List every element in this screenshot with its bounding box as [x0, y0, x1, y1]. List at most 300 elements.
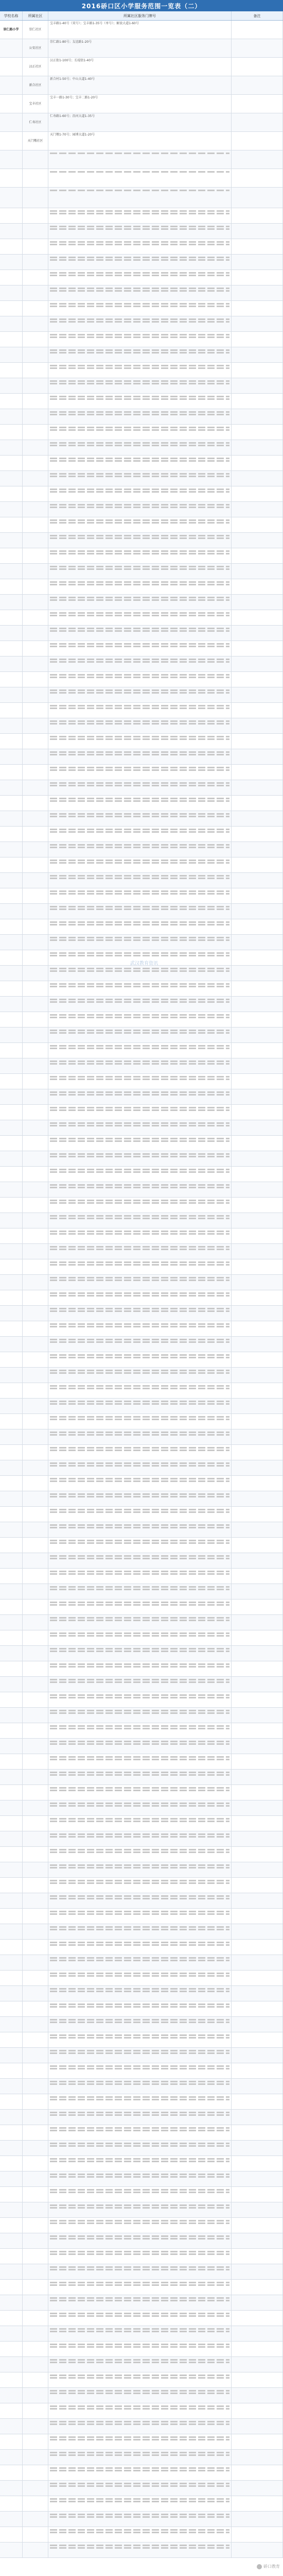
community-cell	[23, 2434, 48, 2449]
note-cell	[232, 1476, 283, 1491]
scope-cell	[48, 2450, 232, 2465]
note-cell	[232, 1909, 283, 1924]
school-cell	[0, 2125, 23, 2140]
scope-placeholder-line	[50, 2375, 229, 2376]
note-cell	[232, 595, 283, 610]
scope-placeholder-line	[50, 275, 229, 276]
scope-placeholder-line	[50, 1401, 229, 1402]
scope-placeholder-line	[50, 2439, 229, 2440]
scope-placeholder-line	[50, 2223, 229, 2224]
note-cell	[232, 255, 283, 270]
table-row-filler	[0, 208, 283, 224]
table-row-filler	[0, 1337, 283, 1352]
note-cell	[232, 2032, 283, 2047]
scope-cell	[48, 1723, 232, 1738]
table-row-filler	[0, 1677, 283, 1692]
scope-placeholder-line	[50, 2423, 229, 2425]
scope-placeholder-line	[50, 380, 229, 382]
community-cell	[23, 188, 48, 208]
scope-cell	[48, 2388, 232, 2403]
table-row-filler	[0, 363, 283, 378]
table-row-filler	[0, 1228, 283, 1244]
community-cell	[23, 533, 48, 548]
scope-placeholder-line	[50, 1107, 229, 1108]
school-cell	[0, 1708, 23, 1723]
community-cell	[23, 1522, 48, 1537]
scope-placeholder-line	[50, 2529, 229, 2531]
scope-placeholder-line	[50, 210, 229, 212]
scope-cell	[48, 2326, 232, 2341]
scope-placeholder-line	[50, 1774, 229, 1776]
note-cell	[232, 2465, 283, 2480]
scope-cell	[48, 316, 232, 331]
community-cell	[23, 1460, 48, 1475]
school-cell	[0, 2141, 23, 2156]
school-cell	[0, 2357, 23, 2372]
scope-placeholder-line	[50, 1694, 229, 1696]
scope-placeholder-line	[50, 643, 229, 645]
community-cell	[23, 409, 48, 424]
note-cell	[232, 502, 283, 517]
table-row-filler	[0, 672, 283, 687]
note-cell	[232, 765, 283, 780]
note-cell	[232, 39, 283, 57]
scope-cell	[48, 1924, 232, 1939]
scope-placeholder-line	[50, 1432, 229, 1433]
table-row-filler	[0, 595, 283, 610]
school-cell	[0, 842, 23, 857]
note-cell	[232, 842, 283, 857]
scope-placeholder-line	[50, 2050, 229, 2051]
scope-placeholder-line	[50, 2498, 229, 2500]
scope-cell	[48, 687, 232, 702]
scope-cell	[48, 1847, 232, 1862]
table-row	[0, 21, 283, 39]
school-cell	[0, 1460, 23, 1475]
community-cell	[23, 718, 48, 733]
table-row-filler	[0, 1368, 283, 1383]
community-cell	[23, 2048, 48, 2063]
scope-cell	[48, 2543, 232, 2557]
table-row-filler	[0, 1816, 283, 1831]
scope-placeholder-line	[50, 1109, 229, 1111]
community-cell	[23, 2094, 48, 2109]
scope-placeholder-line	[50, 1184, 229, 1186]
scope-placeholder-line	[50, 983, 229, 985]
community-cell	[23, 2001, 48, 2016]
community-cell	[23, 1630, 48, 1645]
scope-cell	[48, 2264, 232, 2279]
school-cell	[0, 857, 23, 872]
note-cell	[232, 2512, 283, 2527]
community-cell	[23, 981, 48, 996]
scope-cell	[48, 2094, 232, 2109]
wechat-icon	[257, 2564, 262, 2569]
school-cell	[0, 2063, 23, 2078]
table-header	[0, 11, 283, 21]
school-cell	[0, 2079, 23, 2094]
scope-placeholder-line	[50, 875, 229, 877]
table-row-filler	[0, 1507, 283, 1522]
scope-placeholder-line	[50, 1602, 229, 1603]
note-cell	[232, 21, 283, 39]
school-cell	[0, 2481, 23, 2496]
school-cell	[0, 2171, 23, 2186]
scope-cell	[48, 2512, 232, 2527]
community-cell	[23, 2079, 48, 2094]
note-cell	[232, 1460, 283, 1475]
scope-placeholder-line	[50, 1079, 229, 1080]
note-cell	[232, 904, 283, 919]
scope-placeholder-line	[50, 2204, 229, 2206]
note-cell	[232, 1924, 283, 1939]
scope-cell	[48, 1105, 232, 1120]
scope-placeholder-line	[50, 1527, 229, 1528]
note-cell	[232, 1754, 283, 1769]
scope-cell	[48, 2032, 232, 2047]
scope-placeholder-line	[50, 1805, 229, 1807]
table-row-filler	[0, 1445, 283, 1460]
scope-placeholder-line	[50, 2269, 229, 2270]
note-cell	[232, 1630, 283, 1645]
scope-placeholder-line	[50, 1651, 229, 1652]
table-row-filler	[0, 842, 283, 857]
scope-placeholder-line	[50, 615, 229, 616]
note-cell	[232, 873, 283, 888]
scope-placeholder-line	[50, 365, 229, 366]
note-cell	[232, 1306, 283, 1321]
note-cell	[232, 58, 283, 76]
scope-cell	[48, 1228, 232, 1243]
community-cell	[23, 1167, 48, 1182]
scope-placeholder-line	[50, 537, 229, 539]
scope-cell	[48, 1028, 232, 1042]
community-cell	[23, 842, 48, 857]
scope-placeholder-line	[50, 1743, 229, 1745]
table-row	[0, 95, 283, 113]
scope-cell	[48, 2280, 232, 2295]
scope-cell	[48, 765, 232, 780]
scope-placeholder-line	[50, 519, 229, 521]
table-row-filler	[0, 1058, 283, 1074]
community-cell	[23, 471, 48, 486]
scope-placeholder-line	[50, 1787, 229, 1789]
scope-cell	[48, 1213, 232, 1228]
scope-placeholder-line	[50, 1076, 229, 1077]
note-cell	[232, 1012, 283, 1027]
scope-placeholder-line	[50, 2114, 229, 2116]
scope-cell	[48, 2156, 232, 2171]
scope-placeholder-line	[50, 968, 229, 969]
school-cell	[0, 1414, 23, 1429]
community-cell	[23, 1028, 48, 1042]
community-cell	[23, 997, 48, 1012]
table-row-filler	[0, 1167, 283, 1182]
scope-placeholder-line	[50, 1462, 229, 1464]
scope-cell	[48, 2001, 232, 2016]
note-cell	[232, 1213, 283, 1228]
school-cell	[0, 1337, 23, 1352]
note-cell	[232, 1723, 283, 1738]
community-cell	[23, 1538, 48, 1553]
scope-placeholder-line	[50, 692, 229, 694]
scope-cell	[48, 363, 232, 378]
table-row-filler	[0, 641, 283, 656]
scope-placeholder-line	[50, 2052, 229, 2054]
school-cell	[0, 2249, 23, 2264]
scope-placeholder-line	[50, 445, 229, 446]
scope-placeholder-line	[50, 2516, 229, 2518]
school-cell	[0, 58, 23, 76]
table-row-filler	[0, 1971, 283, 1986]
table-row-filler	[0, 981, 283, 997]
scope-placeholder-line	[50, 1292, 229, 1294]
school-cell	[0, 1661, 23, 1676]
scope-placeholder-line	[50, 2145, 229, 2147]
community-cell	[23, 656, 48, 671]
table-row	[0, 113, 283, 132]
note-cell	[232, 1770, 283, 1784]
scope-placeholder-line	[50, 1851, 229, 1853]
scope-cell	[48, 641, 232, 656]
scope-cell	[48, 1507, 232, 1522]
scope-placeholder-line	[50, 1728, 229, 1729]
scope-cell	[48, 1043, 232, 1058]
community-cell	[23, 1584, 48, 1599]
scope-placeholder-line	[50, 862, 229, 864]
school-cell	[0, 1847, 23, 1862]
scope-placeholder-line	[50, 2362, 229, 2363]
scope-placeholder-line	[50, 1911, 229, 1912]
table-row-filler	[0, 2218, 283, 2233]
note-cell	[232, 1244, 283, 1259]
scope-placeholder-line	[50, 1586, 229, 1588]
note-cell	[232, 2496, 283, 2511]
table-row-filler	[0, 2326, 283, 2342]
scope-cell	[48, 1352, 232, 1367]
note-cell	[232, 2218, 283, 2233]
school-cell	[0, 1538, 23, 1553]
note-cell	[232, 1971, 283, 1985]
school-cell	[0, 1770, 23, 1784]
scope-placeholder-line	[50, 720, 229, 722]
scope-placeholder-line	[50, 1218, 229, 1219]
scope-placeholder-line	[50, 1478, 229, 1479]
scope-placeholder-line	[50, 2253, 229, 2255]
scope-placeholder-line	[50, 1249, 229, 1250]
school-cell	[0, 935, 23, 950]
scope-placeholder-line	[50, 952, 229, 954]
note-cell	[232, 1569, 283, 1584]
school-cell	[0, 827, 23, 841]
scope-placeholder-line	[50, 2408, 229, 2410]
scope-placeholder-line	[50, 1864, 229, 1866]
note-cell	[232, 2264, 283, 2279]
scope-placeholder-line	[50, 955, 229, 956]
community-cell	[23, 1429, 48, 1444]
scope-cell	[48, 1074, 232, 1089]
scope-placeholder-line	[50, 489, 229, 490]
scope-placeholder-line	[50, 1833, 229, 1835]
scope-cell	[48, 1940, 232, 1955]
scope-placeholder-line	[50, 1818, 229, 1820]
note-cell	[232, 533, 283, 548]
table-row-filler	[0, 1012, 283, 1028]
scope-placeholder-line	[50, 2192, 229, 2193]
scope-placeholder-line	[50, 1200, 229, 1201]
note-cell	[232, 1429, 283, 1444]
table-row-filler	[0, 2048, 283, 2063]
scope-cell	[48, 734, 232, 749]
school-cell	[0, 734, 23, 749]
scope-placeholder-line	[50, 1880, 229, 1881]
table-row-filler	[0, 533, 283, 548]
scope-placeholder-line	[50, 661, 229, 663]
scope-placeholder-line	[50, 2547, 229, 2549]
school-cell	[0, 1321, 23, 1336]
school-cell	[0, 150, 23, 169]
community-cell	[23, 1739, 48, 1754]
note-cell	[232, 332, 283, 347]
community-cell	[23, 780, 48, 795]
scope-placeholder-line	[50, 1632, 229, 1634]
scope-placeholder-line	[50, 1542, 229, 1544]
note-cell	[232, 132, 283, 150]
scope-placeholder-line	[50, 2006, 229, 2008]
table-body	[0, 21, 283, 2558]
scope-placeholder-line	[50, 705, 229, 706]
table-row-filler	[0, 456, 283, 471]
scope-cell	[48, 208, 232, 223]
community-cell	[23, 1677, 48, 1692]
scope-placeholder-line	[50, 550, 229, 552]
school-cell	[0, 1646, 23, 1661]
table-row-filler	[0, 1553, 283, 1569]
scope-cell	[48, 935, 232, 950]
scope-cell	[48, 517, 232, 532]
scope-placeholder-line	[50, 458, 229, 459]
scope-placeholder-line	[50, 769, 229, 771]
community-cell	[23, 703, 48, 718]
community-cell	[23, 2249, 48, 2264]
scope-cell	[48, 2125, 232, 2140]
school-cell	[0, 440, 23, 455]
scope-cell	[48, 1909, 232, 1924]
school-cell	[0, 456, 23, 470]
scope-placeholder-line	[50, 816, 229, 817]
note-cell	[232, 966, 283, 981]
community-cell	[23, 1600, 48, 1614]
note-cell	[232, 1352, 283, 1367]
note-cell	[232, 1600, 283, 1614]
scope-placeholder-line	[50, 1898, 229, 1899]
scope-placeholder-line	[50, 1803, 229, 1804]
table-row-filler	[0, 1538, 283, 1553]
table-row-filler	[0, 1352, 283, 1368]
table-row-filler	[0, 2171, 283, 2187]
school-cell	[0, 95, 23, 113]
table-row	[0, 150, 283, 169]
school-cell	[0, 2280, 23, 2295]
school-cell	[0, 1692, 23, 1707]
scope-cell	[48, 150, 232, 169]
scope-cell	[48, 2171, 232, 2186]
scope-cell	[48, 2527, 232, 2542]
scope-cell	[48, 1538, 232, 1553]
note-cell	[232, 409, 283, 424]
community-cell	[23, 2017, 48, 2032]
school-cell	[0, 2419, 23, 2434]
note-cell	[232, 1105, 283, 1120]
scope-placeholder-line	[50, 288, 229, 289]
scope-cell	[48, 2372, 232, 2387]
note-cell	[232, 656, 283, 671]
community-cell	[23, 641, 48, 656]
scope-placeholder-line	[50, 1540, 229, 1541]
scope-placeholder-line	[50, 1447, 229, 1449]
scope-cell	[48, 1661, 232, 1676]
scope-placeholder-line	[50, 1960, 229, 1961]
note-cell	[232, 2403, 283, 2418]
note-cell	[232, 2156, 283, 2171]
note-cell	[232, 981, 283, 996]
school-cell	[0, 1955, 23, 1970]
scope-placeholder-line	[50, 1060, 229, 1062]
school-cell	[0, 1074, 23, 1089]
scope-placeholder-line	[50, 2421, 229, 2422]
scope-placeholder-line	[50, 2514, 229, 2515]
scope-cell: 天门墩1-70号；园博大道1-20号	[48, 132, 232, 150]
scope-cell	[48, 2017, 232, 2032]
note-cell	[232, 2001, 283, 2016]
school-cell	[0, 255, 23, 270]
table-row-filler	[0, 1770, 283, 1785]
school-cell	[0, 1105, 23, 1120]
table-row	[0, 169, 283, 188]
school-cell	[0, 626, 23, 641]
school-cell	[0, 332, 23, 347]
school-cell	[0, 113, 23, 131]
scope-placeholder-line	[50, 800, 229, 802]
note-cell	[232, 2125, 283, 2140]
community-cell	[23, 301, 48, 316]
scope-cell	[48, 1182, 232, 1197]
table-row-filler	[0, 1955, 283, 1971]
community-cell	[23, 2063, 48, 2078]
table-row-filler	[0, 2079, 283, 2094]
school-cell	[0, 1058, 23, 1073]
scope-placeholder-line	[50, 2405, 229, 2407]
school-cell	[0, 564, 23, 579]
community-cell	[23, 873, 48, 888]
table-row-filler	[0, 749, 283, 765]
table-row-filler	[0, 2110, 283, 2125]
note-cell	[232, 2094, 283, 2109]
scope-placeholder-line	[50, 829, 229, 830]
scope-placeholder-line	[50, 937, 229, 938]
scope-placeholder-line	[50, 2315, 229, 2317]
school-cell	[0, 394, 23, 409]
table-row	[0, 188, 283, 208]
scope-cell	[48, 1569, 232, 1584]
community-cell: 崇仁社区	[23, 21, 48, 39]
scope-placeholder-line	[50, 708, 229, 709]
scope-placeholder-line	[50, 1246, 229, 1248]
school-cell	[0, 1630, 23, 1645]
table-row-filler	[0, 486, 283, 502]
community-cell: 新合社区	[23, 76, 48, 94]
scope-placeholder-line	[50, 1450, 229, 1451]
